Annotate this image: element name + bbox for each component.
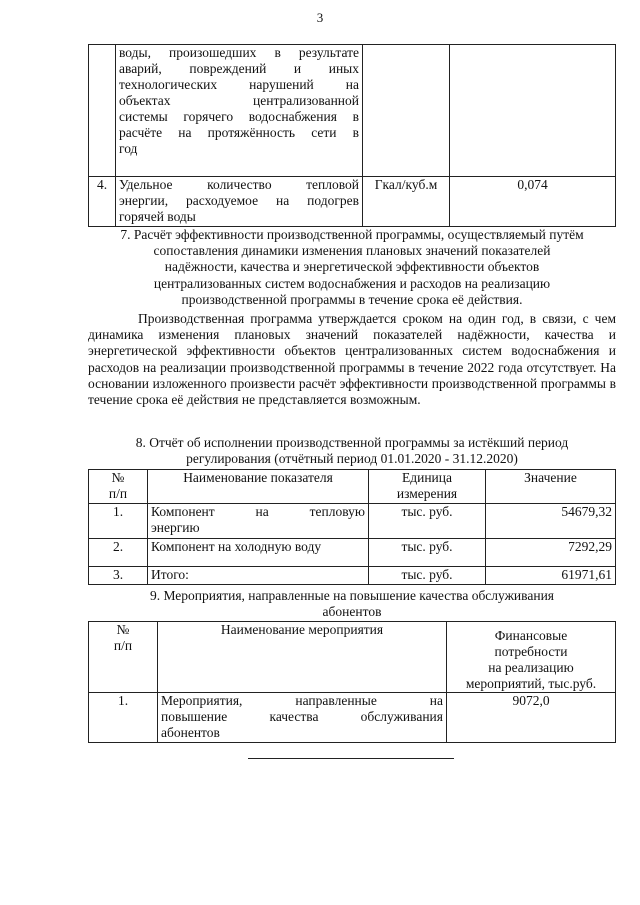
section-9-heading: 9. Мероприятия, направленные на повышение качества обслуживания абонентов [149,588,555,620]
section-8-heading: 8. Отчёт об исполнении производственной программы за истёкший период регулирования (отчётный период 01.01.2020 - 31.12.2020) [135,435,569,467]
header-indicator-name: Наименование показателя [148,470,369,504]
section-7-heading: 7. Расчёт эффективности производственной программы, осуществляемый путём сопоставления динамики изменения плановых значений показателей надёжности, качества и энергетической эффективности объектов централизованных систем водоснабжения и расходов на реализацию производственной программы в течение срока её действия. [120,227,584,307]
row-number: 1. [89,504,148,539]
indicators-table-continued [88,44,616,227]
indicator-value: 61971,61 [486,567,616,585]
service-measures-table [88,621,616,743]
indicator-unit: тыс. руб. [369,539,486,567]
main-paragraph: Производственная программа утверждается сроком на один год, в связи, с чем динамика изменения плановых значений показателей надёжности, качества и энергетической эффективности объектов централизованных систем водоснабжения и расходов на реализации производственной программы в течение 2022 года отсутствует. На основании изложенного произвести расчёт эффективности производственной программы в течение срока её действия не представляется возможным. [88,311,616,408]
indicator-name: воды, произошедших в результате аварий, повреждений и иных технологических нарушений на объектах централизованной системы горячего водоснабжения в расчёте на протяжённость сети в год [116,45,363,177]
page-number: 3 [316,10,324,25]
indicator-name: Компонент на тепловую энергию [148,504,369,539]
header-number: № п/п [89,622,158,693]
table-header-row [89,622,616,693]
header-value: Значение [486,470,616,504]
indicator-unit: тыс. руб. [369,567,486,585]
row-number: 2. [89,539,148,567]
indicator-name: Итого: [148,567,369,585]
table-row [89,45,616,177]
measure-name: Мероприятия, направленные на повышение качества обслуживания абонентов [158,693,447,743]
table-header-row [89,470,616,504]
program-report-table [88,469,616,585]
measure-finance-value: 9072,0 [447,693,616,743]
row-number: 4. [89,177,116,227]
row-number: 3. [89,567,148,585]
table-row [89,567,616,585]
table-row [89,693,616,743]
header-unit: Единица измерения [369,470,486,504]
header-number: № п/п [89,470,148,504]
header-measure-name: Наименование мероприятия [158,622,447,693]
indicator-value: 54679,32 [486,504,616,539]
indicator-value: 0,074 [450,177,616,227]
indicator-unit [363,45,450,177]
indicator-name: Удельное количество тепловой энергии, расходуемое на подогрев горячей воды [116,177,363,227]
row-number [89,45,116,177]
indicator-name: Компонент на холодную воду [148,539,369,567]
indicator-value: 7292,29 [486,539,616,567]
indicator-value [450,45,616,177]
closing-line [248,758,454,759]
table-row [89,177,616,227]
indicator-unit: тыс. руб. [369,504,486,539]
row-number: 1. [89,693,158,743]
table-row [89,539,616,567]
indicator-unit: Гкал/куб.м [363,177,450,227]
table-row [89,504,616,539]
header-finance: Финансовые потребности на реализацию мероприятий, тыс.руб. [447,622,616,693]
